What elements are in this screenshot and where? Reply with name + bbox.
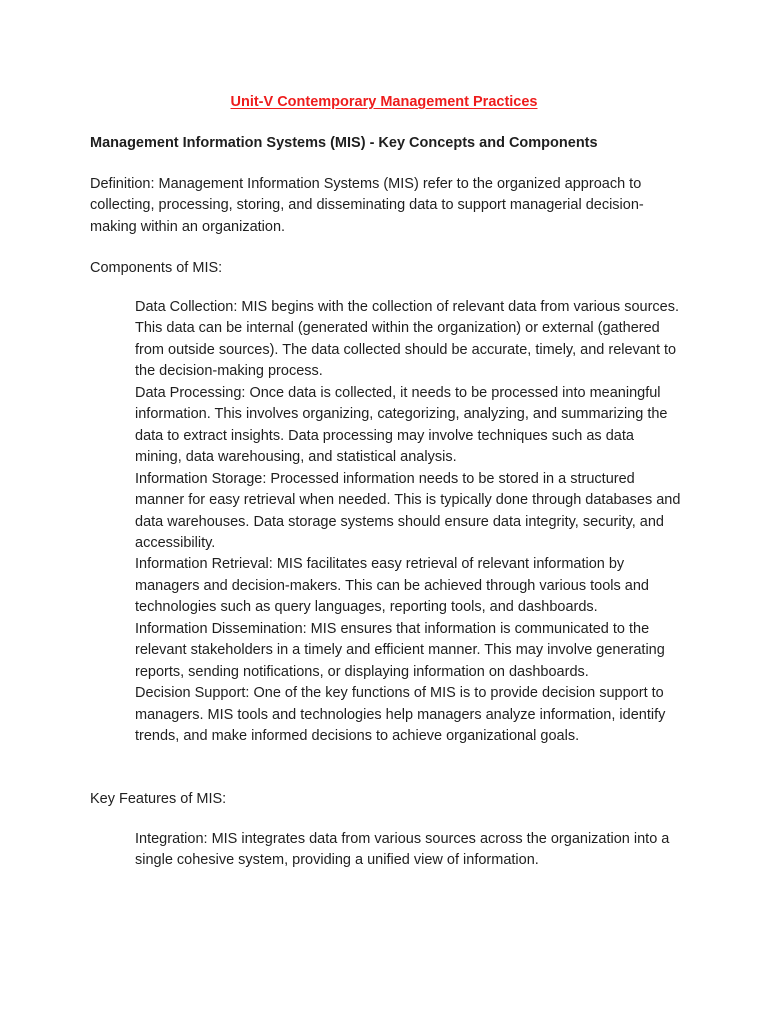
document-title: Unit-V Contemporary Management Practices (230, 94, 538, 110)
features-heading: Key Features of MIS: (90, 791, 227, 807)
list-item-data-processing: Data Processing: Once data is collected, it needs to be processed into meaningful information. This involves organizing, categorizing, analyzing, and summarizing the data to extract insights. Data processing may involve techniques such as data mining, data warehousing, and statistical analysis. (135, 384, 668, 466)
components-heading: Components of MIS: (90, 260, 223, 276)
features-list (135, 829, 683, 872)
list-item-decision-support: Decision Support: One of the key functions of MIS is to provide decision support to managers. MIS tools and technologies help managers analyze information, identify trends, and make informed decisions to achieve organizational goals. (135, 685, 666, 745)
section-heading: Management Information Systems (MIS) - Key Concepts and Components (90, 135, 598, 151)
list-item-information-retrieval: Information Retrieval: MIS facilitates easy retrieval of relevant information by managers and decision-makers. This can be achieved through various tools and technologies such as query languages, reporting tools, and dashboards. (135, 556, 649, 616)
list-item-information-storage: Information Storage: Processed information needs to be stored in a structured manner for easy retrieval when needed. This is typically done through databases and data warehouses. Data storage systems should ensure data integrity, security, and accessibility. (135, 470, 681, 551)
list-item-integration: Integration: MIS integrates data from various sources across the organization into a single cohesive system, providing a unified view of information. (135, 831, 670, 869)
list-item-information-dissemination: Information Dissemination: MIS ensures that information is communicated to the relevant stakeholders in a timely and efficient manner. This may involve generating reports, sending notifications, or displaying information on dashboards. (135, 620, 665, 680)
definition-paragraph: Definition: Management Information Systems (MIS) refer to the organized approach to collecting, processing, storing, and disseminating data to support managerial decision-making within an organization. (90, 176, 644, 235)
components-list (135, 297, 683, 748)
list-item-data-collection: Data Collection: MIS begins with the collection of relevant data from various sources. This data can be internal (generated within the organization) or external (gathered from outside sources). The data collected should be accurate, timely, and relevant to the decision-making process. (135, 299, 680, 380)
